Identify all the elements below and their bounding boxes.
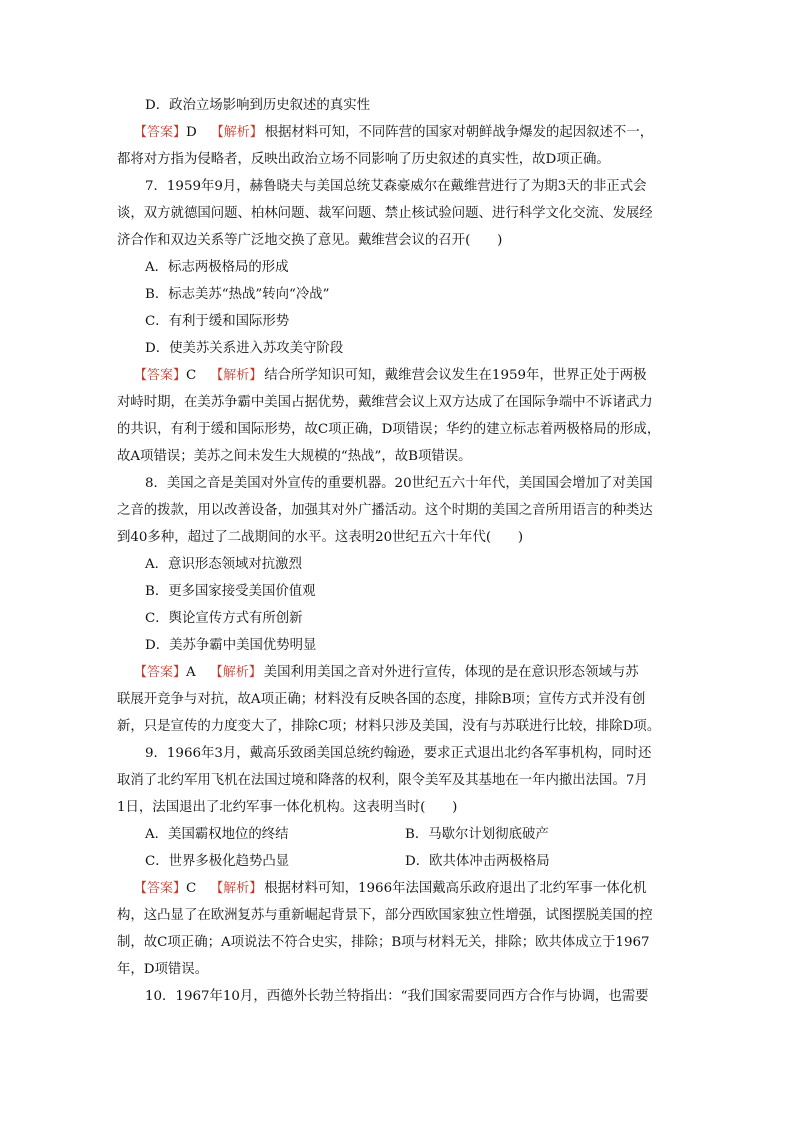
question-8-stem-line-3: 到40多种，超过了二战期间的水平。这表明20世纪五六十年代( )	[117, 530, 524, 545]
question-9-stem-line-3: 1日，法国退出了北约军事一体化机构。这表明当时( )	[117, 800, 458, 815]
analysis-tag: 【解析】	[209, 665, 262, 680]
question-7-option-b: B．标志美苏“热战”转向“冷战”	[145, 287, 330, 302]
question-8-stem-line-2: 之音的拨款，用以改善设备，加强其对外广播活动。这个时期的美国之音所用语言的种类达	[117, 503, 653, 518]
question-8-option-c: C．舆论宣传方式有所创新	[145, 611, 303, 626]
question-8-option-b: B．更多国家接受美国价值观	[145, 584, 316, 599]
answer-8-line-3: 新，只是宣传的力度变大了，排除C项；材料只涉及美国，没有与苏联进行比较，排除D项。	[117, 719, 661, 734]
answer-7-line-1	[117, 362, 677, 389]
analysis-text: 根据材料可知，不同阵营的国家对朝鲜战争爆发的起因叙述不一，	[264, 125, 654, 140]
answer-9-line-3: 制，故C项正确；A项说法不符合史实，排除；B项与材料无关，排除；欧共体成立于1967	[117, 935, 650, 950]
question-9-option-c: C．世界多极化趋势凸显	[145, 854, 290, 869]
question-7-option-c: C．有利于缓和国际形势	[145, 314, 290, 329]
question-9-option-d: D．欧共体冲击两极格局	[405, 854, 550, 869]
question-7-stem-line-1: 7．1959年9月，赫鲁晓夫与美国总统艾森豪威尔在戴维营进行了为期3天的非正式会	[145, 179, 647, 194]
question-8-stem-line-1: 8．美国之音是美国对外宣传的重要机器。20世纪五六十年代，美国国会增加了对美国	[145, 476, 653, 491]
answer-tag: 【答案】	[134, 665, 187, 680]
analysis-tag: 【解析】	[210, 125, 263, 140]
analysis-text: 根据材料可知，1966年法国戴高乐政府退出了北约军事一体化机	[264, 881, 647, 896]
question-7-option-a: A．标志两极格局的形成	[145, 260, 289, 275]
answer-tag: 【答案】	[134, 125, 187, 140]
question-9-option-a: A．美国霸权地位的终结	[145, 827, 289, 842]
question-6-option-d: D．政治立场影响到历史叙述的真实性	[145, 98, 370, 113]
question-10-stem-line-1: 10．1967年10月，西德外长勃兰特指出：“我们国家需要同西方合作与协调，也需要	[145, 989, 649, 1004]
question-9-stem-line-2: 取消了北约军用飞机在法国过境和降落的权利，限令美军及其基地在一年内撤出法国。7月	[117, 773, 648, 788]
answer-6-line-2: 都将对方指为侵略者，反映出政治立场不同影响了历史叙述的真实性，故D项正确。	[117, 152, 610, 167]
answer-9-line-2: 构，这凸显了在欧洲复苏与重新崛起背景下，部分西欧国家独立性增强，试图摆脱美国的控	[117, 908, 653, 923]
analysis-tag: 【解析】	[210, 881, 263, 896]
answer-7-line-3: 的共识，有利于缓和国际形势，故C项正确，D项错误；华约的建立标志着两极格局的形成，	[117, 422, 661, 437]
answer-7-line-2: 对峙时期，在美苏争霸中美国占据优势，戴维营会议上双方达成了在国际争端中不诉诸武力	[117, 395, 653, 410]
question-8-option-a: A．意识形态领域对抗激烈	[145, 557, 302, 572]
answer-key: C	[186, 368, 197, 383]
question-9-options-row-1	[117, 821, 677, 848]
analysis-text: 美国利用美国之音对外进行宣传，体现的是在意识形态领域与苏	[263, 665, 639, 680]
answer-7-line-4: 故A项错误；美苏之间未发生大规模的“热战”，故B项错误。	[117, 449, 472, 464]
question-7-stem-line-3: 济合作和双边关系等广泛地交换了意见。戴维营会议的召开( )	[117, 233, 503, 248]
question-7-option-d: D．使美苏关系进入苏攻美守阶段	[145, 341, 344, 356]
analysis-text: 结合所学知识可知，戴维营会议发生在1959年，世界正处于两极	[264, 368, 647, 383]
answer-8-line-1	[117, 659, 677, 686]
question-9-options-row-2	[117, 848, 677, 875]
question-9-stem-line-1: 9．1966年3月，戴高乐致函美国总统约翰逊，要求正式退出北约各军事机构，同时还	[145, 746, 652, 761]
question-9-option-b: B．马歇尔计划彻底破产	[405, 827, 549, 842]
answer-6-line-1	[117, 119, 677, 146]
answer-key: A	[186, 665, 196, 680]
question-8-option-d: D．美苏争霸中美国优势明显	[145, 638, 317, 653]
answer-key: D	[186, 125, 197, 140]
question-7-stem-line-2: 谈，双方就德国问题、柏林问题、裁军问题、禁止核试验问题、进行科学文化交流、发展经	[117, 206, 653, 221]
answer-tag: 【答案】	[134, 368, 187, 383]
answer-8-line-2: 联展开竞争与对抗，故A项正确；材料没有反映各国的态度，排除B项；宣传方式并没有创	[117, 692, 646, 707]
answer-9-line-4: 年，D项错误。	[117, 962, 209, 977]
answer-tag: 【答案】	[134, 881, 187, 896]
document-body	[117, 92, 677, 1010]
answer-key: C	[186, 881, 197, 896]
analysis-tag: 【解析】	[210, 368, 263, 383]
answer-9-line-1	[117, 875, 677, 902]
